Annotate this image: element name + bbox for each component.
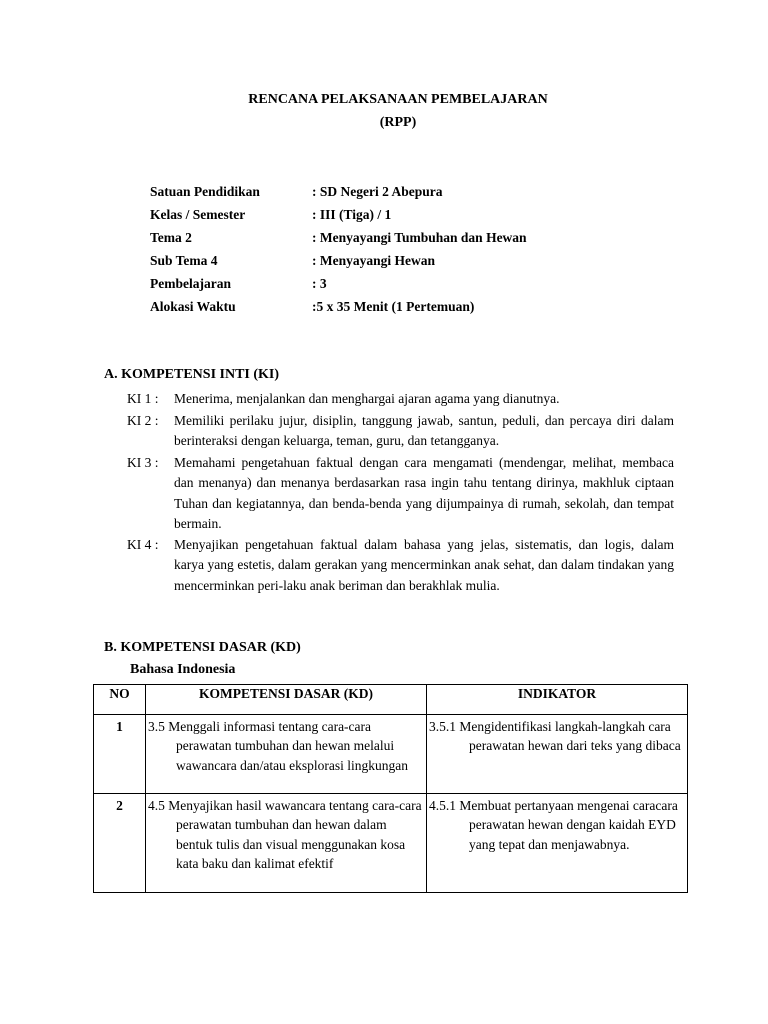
- kd-text: 4.5 Menyajikan hasil wawancara tentang cara-cara perawatan tumbuhan dan hewan dalam bentuk tulis dan visual menggunakan kosa kata baku dan kalimat efektif: [148, 798, 422, 872]
- info-label: Kelas / Semester: [150, 207, 246, 222]
- info-row-satuan: [150, 183, 527, 206]
- kd-text: 3.5 Menggali informasi tentang cara-cara perawatan tumbuhan dan hewan melalui wawancara dan/atau eksplorasi lingkungan: [148, 719, 409, 773]
- ki-code: KI 1 :: [127, 391, 159, 406]
- ki-code: KI 3 :: [127, 455, 159, 470]
- identity-block: [150, 183, 527, 321]
- section-b-heading: B. KOMPETENSI DASAR (KD): [104, 640, 301, 655]
- kd-table: [93, 684, 688, 893]
- ki-text: Memahami pengetahuan faktual dengan cara mengamati (mendengar, melihat, membaca dan menanya) dan menanya berdasarkan rasa ingin tahu tentang dirinya, makhluk ciptaan Tuhan dan kegiatannya, dan benda-benda yang dijumpainya di rumah, sekolah, dan tempat bermain.: [174, 455, 674, 531]
- info-label: Tema 2: [150, 230, 192, 245]
- info-label: Sub Tema 4: [150, 253, 218, 268]
- info-row-pembelajaran: [150, 275, 527, 298]
- document-title: RENCANA PELAKSANAAN PEMBELAJARAN: [248, 92, 548, 107]
- info-value: :5 x 35 Menit (1 Pertemuan): [312, 299, 475, 314]
- info-row-alokasi: [150, 298, 527, 321]
- indikator-cell: [427, 794, 688, 893]
- info-label: Pembelajaran: [150, 276, 231, 291]
- info-row-tema: [150, 229, 527, 252]
- section-a-heading: A. KOMPETENSI INTI (KI): [104, 367, 280, 382]
- info-row-kelas: [150, 206, 527, 229]
- row-number: 1: [94, 715, 146, 794]
- header-kd: KOMPETENSI DASAR (KD): [146, 685, 427, 715]
- table-row: [94, 715, 688, 794]
- info-value: : 3: [312, 276, 327, 291]
- ki-text: Menyajikan pengetahuan faktual dalam bahasa yang jelas, sistematis, dan logis, dalam karya yang estetis, dalam gerakan yang mencerminkan anak sehat, dan dalam tindakan yang mencerminkan peri-laku anak beriman dan berakhlak mulia.: [174, 537, 674, 593]
- ki-code: KI 4 :: [127, 537, 159, 552]
- ki-item: [127, 411, 674, 452]
- kd-cell: [146, 794, 427, 893]
- info-label: Satuan Pendidikan: [150, 184, 260, 199]
- info-value: : Menyayangi Tumbuhan dan Hewan: [312, 230, 527, 245]
- info-row-subtema: [150, 252, 527, 275]
- table-header-row: [94, 685, 688, 715]
- ki-code: KI 2 :: [127, 413, 159, 428]
- header-no: NO: [94, 685, 146, 715]
- ki-item: [127, 535, 674, 596]
- subject-heading: Bahasa Indonesia: [130, 662, 236, 677]
- ki-item: [127, 389, 674, 409]
- ki-text: Menerima, menjalankan dan menghargai ajaran agama yang dianutnya.: [174, 391, 560, 406]
- info-value: : III (Tiga) / 1: [312, 207, 392, 222]
- document-subtitle: (RPP): [379, 115, 417, 130]
- indikator-text: 3.5.1 Mengidentifikasi langkah-langkah cara perawatan hewan dari teks yang dibaca: [429, 719, 681, 754]
- kd-cell: [146, 715, 427, 794]
- table-row: [94, 794, 688, 893]
- header-indikator: INDIKATOR: [427, 685, 688, 715]
- indikator-cell: [427, 715, 688, 794]
- info-value: : SD Negeri 2 Abepura: [312, 184, 443, 199]
- info-value: : Menyayangi Hewan: [312, 253, 435, 268]
- info-label: Alokasi Waktu: [150, 299, 236, 314]
- ki-text: Memiliki perilaku jujur, disiplin, tanggung jawab, santun, peduli, dan percaya diri dalam berinteraksi dengan keluarga, teman, guru, dan tetangganya.: [174, 413, 674, 449]
- row-number: 2: [94, 794, 146, 893]
- ki-item: [127, 453, 674, 534]
- indikator-text: 4.5.1 Membuat pertanyaan mengenai caracara perawatan hewan dengan kaidah EYD yang tepat dan menjawabnya.: [429, 798, 678, 852]
